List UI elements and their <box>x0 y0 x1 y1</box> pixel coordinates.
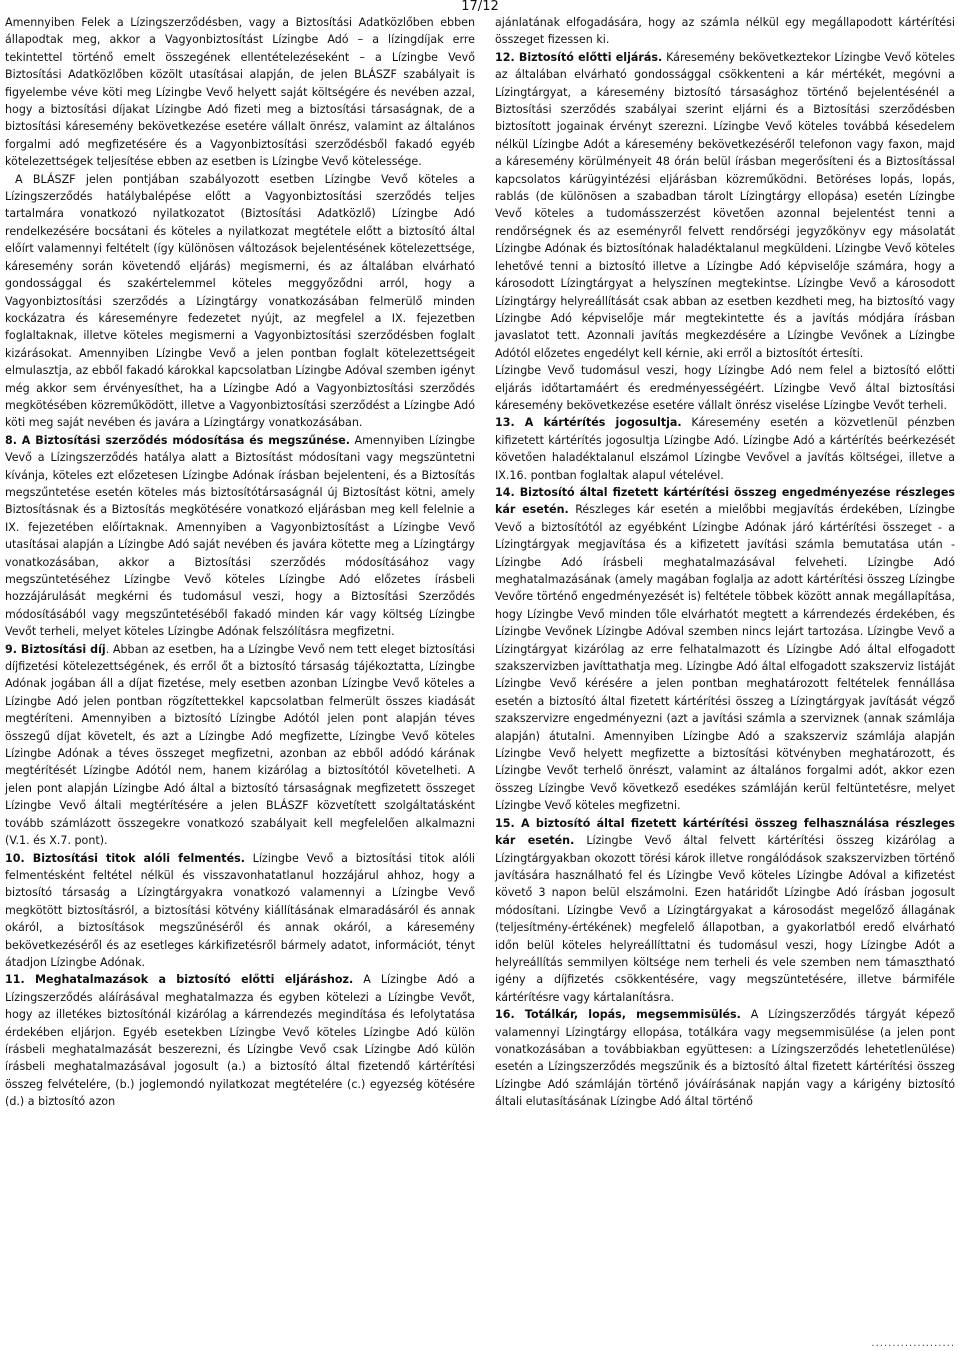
section-heading: 15. A biztosító által fizetett kártérítési összeg felhasználása részleges kár esetén. <box>495 816 955 848</box>
paragraph-text: Részleges kár esetén a mielőbbi megjavítás érdekében, Lízingbe Vevő a biztosítótól az egyébként Lízingbe Adónak járó kártérítési összeget - a Lízingtárgyak megjavítása és a kifizetett javítási számla bemutatása után - Lízingbe Adó írásbeli meghatalmazásával felveheti. Lízingbe Adó meghatalmazásának (amely magában foglalja az adott kártérítési összeg Lízingbe Vevőre történő engedményezését is) feltétele többek között annak megállapítása, hogy Lízingbe Vevő minden tőle elvárhatót megtett a kárrendezés érdekében, és Lízingbe Vevőnek Lízingbe Adóval szemben nincs lejárt tartozása. Lízingbe Vevő a Lízingtárgyat kizárólag az erre felhatalmazott és Lízingbe Adó által elfogadott szakszervizben javíttathatja meg. Lízingbe Adó által elfogadott szakszerviz listáját Lízingbe Vevő kérésére a jelen pontban meghatározott feltételek fennállása esetén a biztosító által fizetett kártérítési összeg a Lízingtárgyak javítását végző szakszervizre engedményezni (azt a javítási számla a szerviznek (annak számlája alapján) átutalni. Amennyiben Lízingbe Adó a szakszerviz számlája alapján Lízingbe Vevő helyett megfizette a biztosítási kötvényben meghatározott, és Lízingbe Vevőt terhelő önrészt, valamint az általános forgalmi adót, akkor ezen összeg Lízingbe Vevő következő esedékes számláján kerül feltüntetésre, melyet Lízingbe Vevő köteles megfizetni. <box>495 503 955 813</box>
paragraph-text: Lízingbe Vevő által felvett kártérítési összeg kizárólag a Lízingtárgyakban okozott törési károk illetve rongálódások szakszervizben történő javítására használható fel és Lízingbe Vevő köteles Lízingbe Adóval a kifizetést követő 3 napon belül elszámolni. Ezen határidőt Lízingbe Adó írásban jogosult módosítani. Lízingbe Vevő a Lízingtárgyakat a károsodást megelőző állagának (teljesítmény-értékének) megfelelő állapotban, a gyakorlatból eredő elvárható időn belül köteles helyreállíttatni és tudomásul veszi, hogy Lízingbe Adót a helyreállítás semmilyen költsége nem terheli és vele szemben nem támasztható igény a díjfizetés csökkentésére, vagy megszüntetésére, illetve bármiféle kártérítésre vagy kártalanításra. <box>495 834 955 1004</box>
section-heading: 12. Biztosító előtti eljárás. <box>495 50 663 64</box>
paragraph <box>5 850 475 972</box>
paragraph <box>495 362 955 414</box>
paragraph <box>495 484 955 815</box>
section-heading: 8. A Biztosítási szerződés módosítása és megszűnése. <box>5 433 351 447</box>
paragraph-text: A Lízingszerződés tárgyát képező valamennyi Lízingtárgy ellopása, totálkára vagy megsemmisülése (a jelen pont vonatkozásában a továbbiakban együttesen: a Lízingszerződés lehetetlenülése) esetén a Lízingszerződés megszűnik és a biztosító által fizetett kártérítési összeg Lízingbe Adó számláján történő jóváírásának napján vagy a kárigény biztosító általi elutasításának Lízingbe Adó által történő <box>495 1008 955 1109</box>
paragraph <box>5 971 475 1110</box>
paragraph-text: Lízingbe Vevő a biztosítási titok alóli felmentésként feltétel nélkül és visszavonhatatlanul hozzájárul ahhoz, hogy a biztosító társaság a Lízingtárgyakra vonatkozó valamennyi a Lízingbe Vevő megkötött biztosításról, a biztosítási kötvény kiállításának elmaradásáról és annak okáról, a biztosítások megszűnéséről és annak okáról, a káresemény bekövetkezéséről és az esetleges kárkifizetésről bármely adatot, információt, tényt átadjon Lízingbe Adónak. <box>5 851 475 969</box>
paragraph-text: ajánlatának elfogadására, hogy az számla nélkül egy megállapodott kártérítési összeget fizessen ki. <box>495 16 955 47</box>
section-heading: 14. Biztosító által fizetett kártérítési összeg engedményezése részleges kár esetén. <box>495 485 955 517</box>
right-column <box>495 14 955 1111</box>
paragraph <box>5 641 475 850</box>
paragraph <box>495 414 955 484</box>
left-column <box>5 14 475 1111</box>
page-number: 17/12 <box>461 0 499 14</box>
section-heading: 10. Biztosítási titok alóli felmentés. <box>5 851 245 865</box>
paragraph-text: Káresemény esetén a közvetlenül pénzben kifizetett kártérítés jogosultja Lízingbe Adó. Lízingbe Adó a kártérítés beérkezését követően haladéktalanul elszámol Lízingbe Vevővel a javítás költségei, illetve a IX.16. pontban foglaltak alapul vételével. <box>495 416 955 482</box>
section-heading: 13. A kártérítés jogosultja. <box>495 416 682 430</box>
paragraph-text: Káresemény bekövetkeztekor Lízingbe Vevő köteles az általában elvárható gondossággal csökkenteni a kár mértékét, megóvni a Lízingtárgyat, a káresemény biztosító társasághoz történő bejelentésénél a Biztosítási szerződés szabályai szerint eljárni és a Biztosítási szerződésben biztosított jogainak érvényt szerezni. Lízingbe Vevő köteles továbbá késedelem nélkül Lízingbe Adót a káresemény bekövetkezéséről telefonon vagy faxon, majd a káresemény körülményeit 48 órán belül írásban megerősíteni és a Biztosítással kapcsolatos kárügyintézési eljárásban közreműködni. Betöréses lopás, lopás, rablás (de különösen a szabadban tárolt Lízingtárgy ellopása) esetén Lízingbe Vevő köteles a tudomásszerzést követően azonnal bejelentést tenni a rendőrségnek és az eseményről felvett rendőrségi jegyzőkönyv egy másolatát Lízingbe Adónak és biztosítónak haladéktalanul megküldeni. Lízingbe Vevő köteles lehetővé tenni a biztosító illetve a Lízingbe Adó képviselője számára, hogy a károsodott Lízingtárgyat a helyszínen megtekintse. Lízingbe Vevő a károsodott Lízingtárgy helyreállítását csak abban az esetben kezdheti meg, ha biztosító vagy Lízingbe Adó képviselője már megtekintette és a javítás módjára írásban javaslatot tett. Azonnali javítás megkezdésére a Lízingbe Vevőnek a Lízingbe Adótól előzetes engedélyt kell kérnie, aki erről a biztosítót értesíti. <box>495 50 955 360</box>
paragraph-text: . Abban az esetben, ha a Lízingbe Vevő nem tett eleget biztosítási díjfizetési kötelezettségének, és erről őt a biztosító társaság tájékoztatta, Lízingbe Adónak jogában áll a díjat fizetése, mely esetben azonban Lízingbe Vevő köteles a Lízingbe Adó jelen pontban rögzítettekkel kapcsolatban felmerült összes kiadását megtéríteni. Amennyiben a biztosító Lízingbe Adótól jelen pont alapján téves összegű díjat követelt, és azt a Lízingbe Adó megfizette, Lízingbe Vevő köteles Lízingbe Adónak a téves összeget megfizetni, azonban az ebből adódó kárának megtérítését Lízingbe Adótól nem, hanem kizárólag a biztosítótól követelheti. A jelen pont alapján Lízingbe Adó által a biztosító társaságnak megfizetett összeget Lízingbe Vevő általi megtérítésére a jelen BLÁSZF közvetített szolgáltatásként tovább számlázott összegekre vonatkozó szabályait kell megfelelően alkalmazni (V.1. és X.7. pont). <box>5 642 475 848</box>
paragraph <box>5 14 475 171</box>
paragraph-text: Lízingbe Vevő tudomásul veszi, hogy Lízingbe Adó nem felel a biztosító előtti eljárás időtartamáért és eredményességéért. Lízingbe Vevő által biztosítási káresemény bekövetkezése esetére vállalt önrész viselése Lízingbe Vevőt terheli. <box>495 364 955 412</box>
paragraph <box>495 1006 955 1110</box>
paragraph <box>5 432 475 641</box>
footer-dots: .................... <box>871 1338 955 1349</box>
section-heading: 11. Meghatalmazások a biztosító előtti eljáráshoz. <box>5 973 354 987</box>
paragraph <box>495 49 955 362</box>
paragraph-text: Amennyiben Lízingbe Vevő a Lízingszerződés hatálya alatt a Biztosítást módosítani vagy megszüntetni kívánja, köteles ezt előzetesen Lízingbe Adónak írásban bejelenteni, és a Biztosítás megszűntetése esetén köteles más biztosítótársaságnál új Biztosítást kötni, amely Biztosításnak és a Biztosítás megkötésére vonatkozó eljárásban meg kell felelnie a IX. fejezetében előírtaknak. Amennyiben a Vagyonbiztosítást a Lízingbe Vevő utasításai alapján a Lízingbe Adó saját nevében és javára kötette meg a Lízingtárgy vonatkozásában, akkor a Biztosítási szerződés módosításához vagy megszüntetéséhez Lízingbe Vevő köteles Lízingbe Adó előzetes írásbeli hozzájárulását megkérni és tudomásul veszi, hogy a Biztosítási Szerződés módosításából vagy megszűntetéséből fakadó minden kár vagy költség Lízingbe Vevőt terheli, melyet köteles Lízingbe Adónak felszólításra megfizetni. <box>5 433 475 639</box>
paragraph-text: A BLÁSZF jelen pontjában szabályozott esetben Lízingbe Vevő köteles a Lízingszerződés hatálybalépése előtt a Vagyonbiztosítási szerződés teljes tartalmára vonatkozó nyilatkozatot (Biztosítási Adatközlő) Lízingbe Adó rendelkezésére bocsátani és köteles a nyilatkozat megtétele előtt a biztosító által előírt valamennyi feltételt (így különösen változások bejelentésének kötelezettsége, káresemény során követendő eljárás) megismerni, és az általában elvárható gondossággal és szakértelemmel köteles meggyőződni arról, hogy a Vagyonbiztosítási szerződés a Lízingtárgy vonatkozásában felmerülő minden kockázatra és káreseményre fedezetet nyújt, az megfelel a IX. fejezetben foglaltaknak, illetve köteles megismerni a Vagyonbiztosítási szerződésben foglalt kizárásokat. Amennyiben Lízingbe Vevő a jelen pontban foglalt kötelezettségeit elmulasztja, az ebből fakadó károkkal kapcsolatban Lízingbe Adóval szemben igényt még akkor sem érvényesíthet, ha a Lízingbe Adó a Vagyonbiztosítási szerződés megkötésében közreműködött, illetve a Vagyonbiztosítási szerződést a Lízingbe Adó köti meg saját nevében és javára a Lízingtárgy vonatkozásában. <box>5 172 475 430</box>
paragraph-text: Amennyiben Felek a Lízingszerződésben, vagy a Biztosítási Adatközlőben ebben állapodtak meg, akkor a Vagyonbiztosítást Lízingbe Adó – a lízingdíjak erre tekintettel történő emelt összegének ellentételezéseként – a Lízingbe Vevő Biztosítási Adatközlőben közölt utasításai alapján, de jelen BLÁSZF szabályait is figyelembe véve köti meg Lízingbe Vevő helyett saját költségére és nevében azzal, hogy a biztosítási díjakat Lízingbe Adó fizeti meg a biztosítási társaságnak, de a biztosítási káresemény bekövetkezése esetére vállalt önrész, valamint az általános forgalmi adó megfizetésére és a Vagyonbiztosítási szerződésből fakadó egyéb kötelezettségek teljesítése ebben az esetben is Lízingbe Vevő kötelessége. <box>5 16 475 169</box>
section-heading: 16. Totálkár, lopás, megsemmisülés. <box>495 1008 741 1022</box>
paragraph <box>495 14 955 49</box>
section-heading: 9. Biztosítási díj <box>5 642 106 656</box>
paragraph <box>5 171 475 432</box>
paragraph <box>495 815 955 1006</box>
paragraph-text: A Lízingbe Adó a Lízingszerződés aláírásával meghatalmazza és egyben kötelezi a Lízingbe Vevőt, hogy az illetékes biztosítónál kizárólag a kárrendezés megindítása és lefolytatása érdekében eljárjon. Egyéb esetekben Lízingbe Vevő köteles Lízingbe Adó külön írásbeli meghatalmazását beszerezni, és Lízingbe Vevő csak Lízingbe Adó külön írásbeli meghatalmazásával jogosult (a.) a biztosító által fizetendő kártérítési összeg felvételére, (b.) joglemondó nyilatkozat megtételére (c.) egyezség kötésére (d.) a biztosító azon <box>5 973 475 1109</box>
